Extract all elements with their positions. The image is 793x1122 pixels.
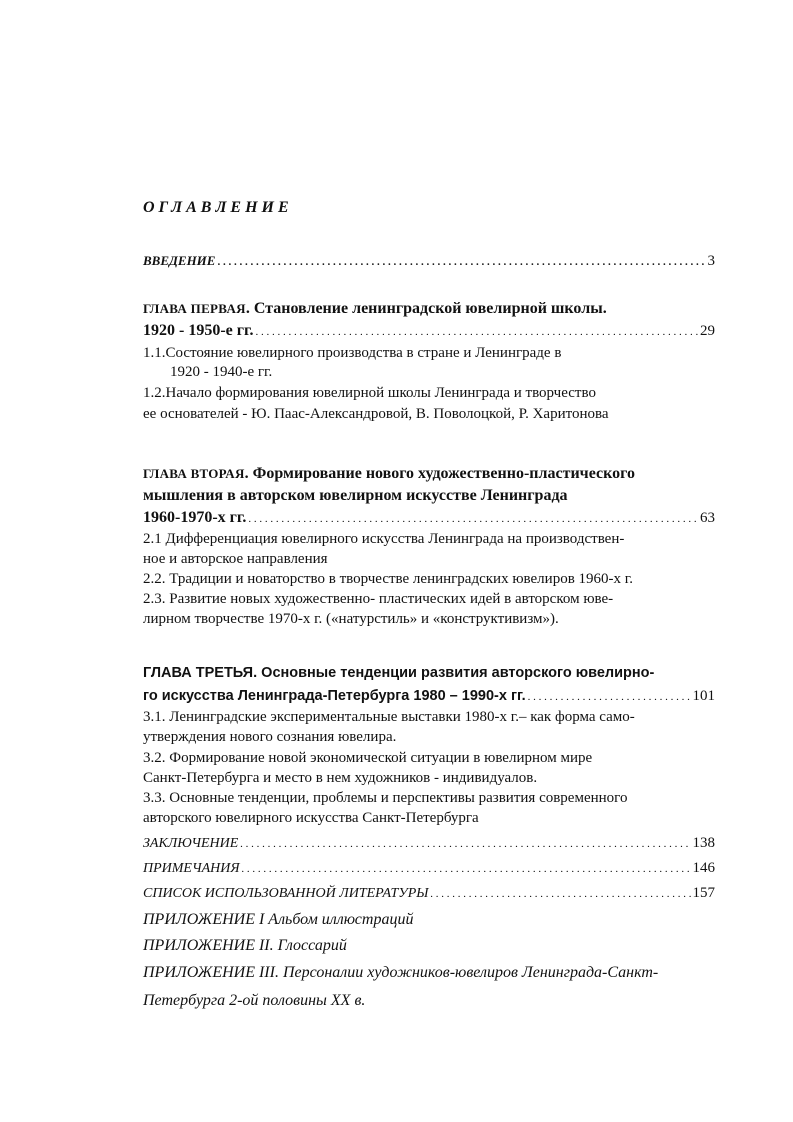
appendix-3-line1: ПРИЛОЖЕНИЕ III. Персоналии художников-ювелиров Ленинграда-Санкт- [143, 964, 659, 981]
section-1-1-line2: 1920 - 1940-е гг. [170, 364, 273, 380]
dot-leader [528, 687, 691, 705]
section-3-3-line1: 3.3. Основные тенденции, проблемы и перспективы развития современного [143, 790, 628, 806]
chapter2-heading [143, 465, 635, 483]
appendix-2: ПРИЛОЖЕНИЕ II. Глоссарий [143, 937, 347, 954]
section-2-1-line2: ное и авторское направления [143, 551, 328, 567]
toc-entry-bibliography [143, 885, 715, 902]
chapter1-page: 29 [700, 323, 715, 339]
section-1-2-line1: 1.2.Начало формирования ювелирной школы Ленинграда и творчество [143, 385, 596, 401]
intro-label: ВВЕДЕНИЕ [143, 253, 216, 268]
toc-entry-notes [143, 860, 715, 877]
section-2-2-line1: 2.2. Традиции и новаторство в творчестве ленинградских ювелиров 1960-х г. [143, 571, 633, 587]
section-3-1-line2: утверждения нового сознания ювелира. [143, 729, 397, 745]
section-2-3-line1: 2.3. Развитие новых художественно- пластических идей в авторском юве- [143, 591, 614, 607]
chapter3-page: 101 [692, 688, 715, 704]
section-3-2-line2: Санкт-Петербурга и место в нем художников - индивидуалов. [143, 770, 538, 786]
section-1-1-line1: 1.1.Состояние ювелирного производства в стране и Ленинграде в [143, 345, 562, 361]
section-2-3-line2: лирном творчестве 1970-х г. («натурстиль» и «конструктивизм»). [143, 611, 559, 627]
chapter1-prefix: ГЛАВА ПЕРВАЯ [143, 301, 246, 316]
appendix-3-line2: Петербурга 2-ой половины XX в. [143, 992, 366, 1009]
dot-leader [240, 836, 690, 852]
chapter1-heading [143, 300, 607, 318]
dot-leader [248, 509, 698, 527]
toc-title: ОГЛАВЛЕНИЕ [143, 199, 293, 216]
chapter3-prefix: ГЛАВА ТРЕТЬЯ [143, 665, 254, 681]
chapter1-period-line [143, 322, 715, 340]
section-3-1-line1: 3.1. Ленинградские экспериментальные выставки 1980-х г.– как форма само- [143, 709, 635, 725]
section-3-2-line1: 3.2. Формирование новой экономической ситуации в ювелирном мире [143, 750, 593, 766]
chapter3-title: . Основные тенденции развития авторского ювелирно- [253, 665, 655, 681]
dot-leader [255, 322, 698, 340]
notes-page: 146 [692, 860, 715, 876]
chapter2-period-line [143, 509, 715, 527]
toc-entry-conclusion [143, 835, 715, 852]
section-1-2-line2: ее основателей - Ю. Паас-Александровой, В. Поволоцкой, Р. Харитонова [143, 406, 609, 422]
dot-leader [430, 886, 690, 902]
intro-page: 3 [707, 253, 715, 269]
dot-leader [217, 253, 705, 269]
chapter2-prefix: ГЛАВА ВТОРАЯ [143, 466, 245, 481]
chapter2-page: 63 [700, 510, 715, 526]
section-2-1-line1: 2.1 Дифференциация ювелирного искусства Ленинграда на производствен- [143, 531, 625, 547]
chapter2-title-line2: мышления в авторском ювелирном искусстве Ленинграда [143, 487, 568, 504]
notes-label: ПРИМЕЧАНИЯ [143, 861, 240, 876]
chapter3-title2: го искусства Ленинграда-Петербурга 1980 – 1990-х гг. [143, 688, 526, 704]
chapter2-title: . Формирование нового художественно-пластического [244, 465, 635, 482]
chapter1-title: . Становление ленинградской ювелирной школы. [245, 300, 607, 317]
bibliography-page: 157 [692, 885, 715, 901]
conclusion-label: ЗАКЛЮЧЕНИЕ [143, 836, 239, 851]
bibliography-label: СПИСОК ИСПОЛЬЗОВАННОЙ ЛИТЕРАТУРЫ [143, 886, 429, 901]
chapter2-period: 1960-1970-х гг. [143, 509, 247, 526]
chapter3-title2-line [143, 687, 715, 705]
appendix-1: ПРИЛОЖЕНИЕ I Альбом иллюстраций [143, 911, 414, 928]
dot-leader [242, 861, 691, 877]
chapter3-heading [143, 665, 654, 681]
toc-entry-intro [143, 253, 715, 270]
conclusion-page: 138 [692, 835, 715, 851]
chapter1-period: 1920 - 1950-е гг. [143, 322, 254, 339]
section-3-3-line2: авторского ювелирного искусства Санкт-Петербурга [143, 810, 479, 826]
